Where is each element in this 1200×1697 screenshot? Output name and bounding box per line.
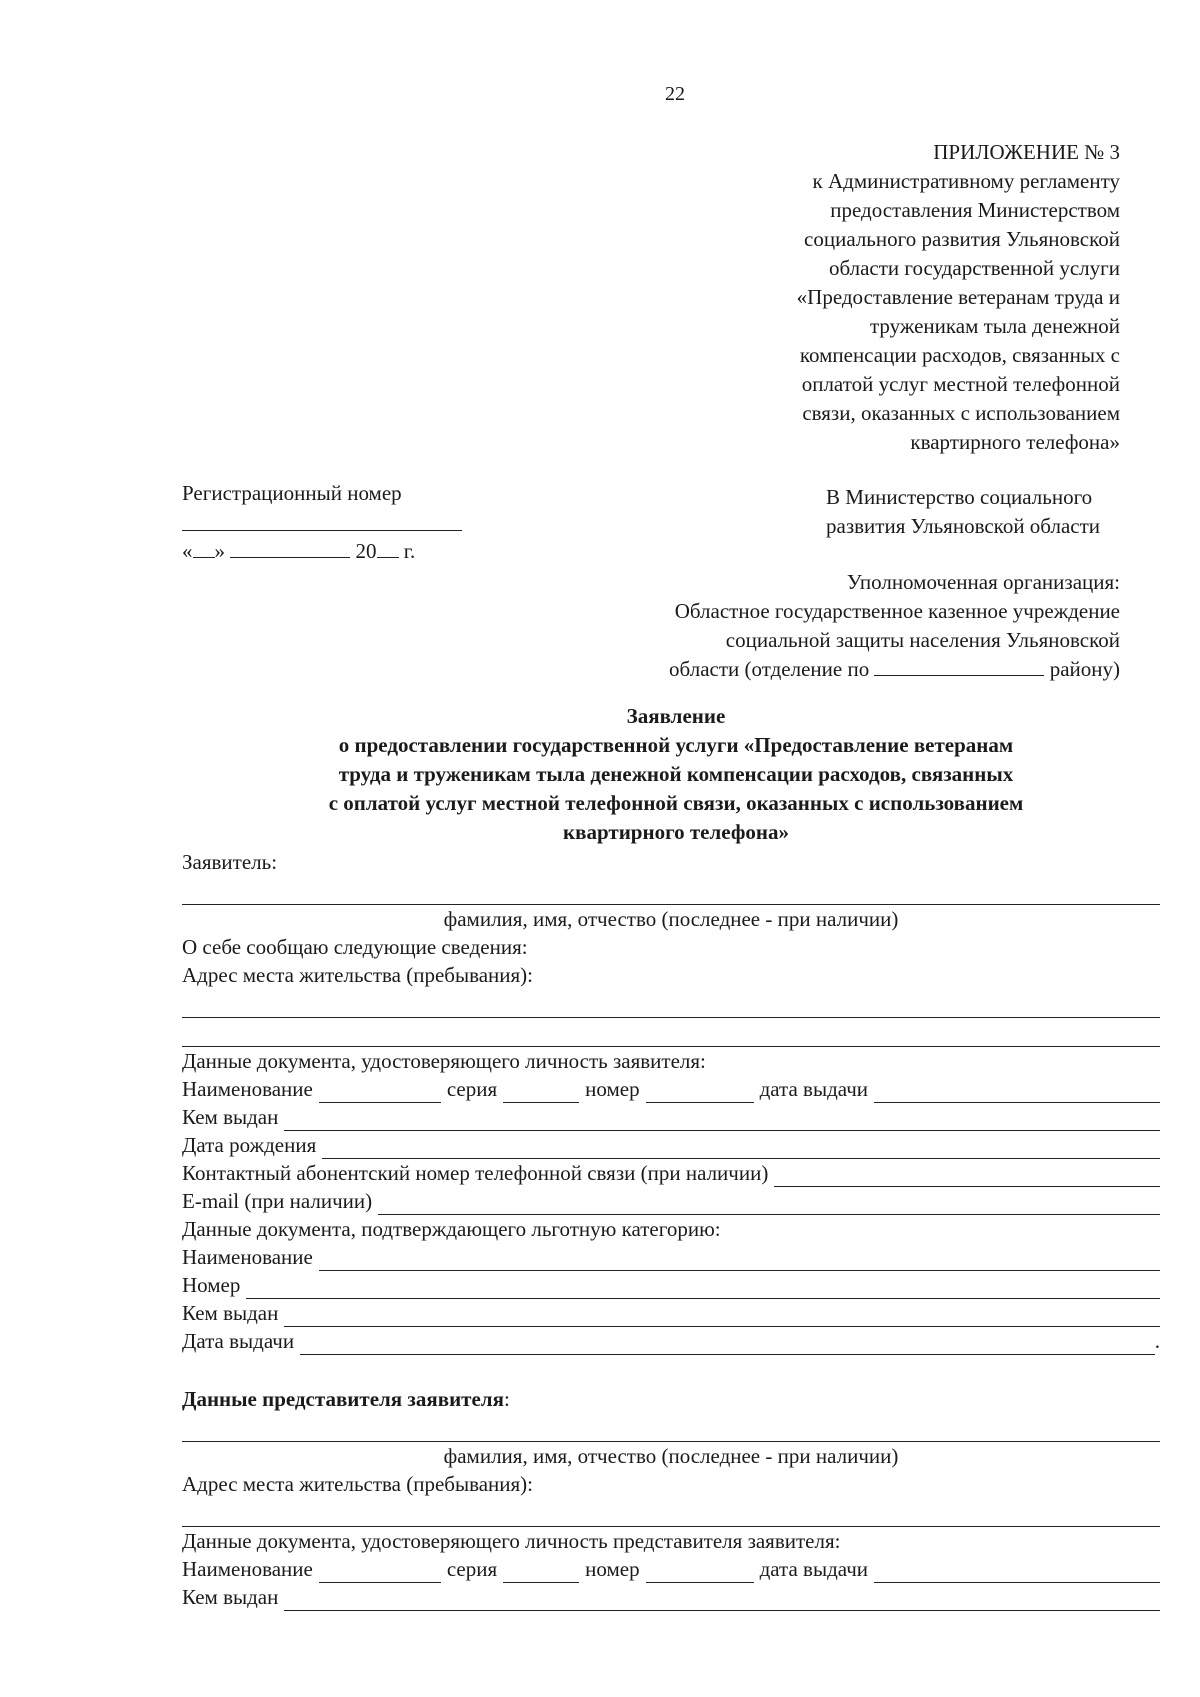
number-label: номер [585, 1077, 640, 1102]
doc-name-field[interactable] [319, 1084, 441, 1103]
address-field-2[interactable] [182, 1018, 1160, 1047]
id-doc-row [182, 1075, 1160, 1103]
phone-field[interactable] [774, 1166, 1160, 1187]
rep-issue-date-field[interactable] [874, 1562, 1160, 1583]
email-label: E-mail (при наличии) [182, 1189, 373, 1214]
representative-fio-field[interactable] [182, 1413, 1160, 1442]
month-blank[interactable] [230, 539, 350, 558]
day-blank[interactable] [193, 539, 215, 558]
rep-doc-name-field[interactable] [319, 1564, 441, 1583]
benefit-issue-date-field[interactable] [300, 1334, 1155, 1355]
issued-by-field[interactable] [284, 1110, 1160, 1131]
appendix-line: квартирного телефона» [910, 430, 1120, 454]
rep-issued-by-row [182, 1583, 1160, 1611]
representative-address-label: Адрес места жительства (пребывания): [182, 1472, 534, 1497]
issued-by-row [182, 1103, 1160, 1131]
registration-label: Регистрационный номер [182, 481, 402, 505]
appendix-line: предоставления Министерством [830, 198, 1120, 222]
appendix-line: оплатой услуг местной телефонной [801, 372, 1120, 396]
id-doc-label: Данные документа, удостоверяющего личность заявителя: [182, 1049, 706, 1074]
org-line: Областное государственное казенное учреждение [674, 599, 1120, 623]
appendix-line: компенсации расходов, связанных с [799, 343, 1120, 367]
rep-name-label: Наименование [182, 1557, 313, 1582]
address-label: Адрес места жительства (пребывания): [182, 963, 534, 988]
branch-prefix: области (отделение по [669, 657, 870, 681]
org-label: Уполномоченная организация: [846, 570, 1120, 594]
benefit-name-label: Наименование [182, 1245, 313, 1270]
applicant-label: Заявитель: [182, 850, 278, 875]
issue-date-field[interactable] [874, 1082, 1160, 1103]
rep-number-field[interactable] [646, 1564, 754, 1583]
representative-fio-caption: фамилия, имя, отчество (последнее - при наличии) [443, 1444, 899, 1468]
quote-open: « [182, 539, 193, 563]
birth-date-label: Дата рождения [182, 1133, 317, 1158]
ministry-line: В Министерство социального [826, 485, 1093, 509]
email-row [182, 1187, 1160, 1215]
appendix-line: социального развития Ульяновской [804, 227, 1120, 251]
representative-heading-text: Данные представителя заявителя [182, 1387, 504, 1412]
benefit-issue-date-label: Дата выдачи [182, 1329, 295, 1354]
number-field[interactable] [646, 1084, 754, 1103]
email-field[interactable] [378, 1194, 1160, 1215]
appendix-title: ПРИЛОЖЕНИЕ № 3 [933, 140, 1120, 164]
benefit-doc-label: Данные документа, подтверждающего льготную категорию: [182, 1217, 721, 1242]
org-line: социальной защиты населения Ульяновской [725, 628, 1120, 652]
registration-date-field[interactable] [182, 538, 415, 565]
address-field-1[interactable] [182, 989, 1160, 1018]
benefit-number-field[interactable] [246, 1278, 1160, 1299]
rep-issued-by-label: Кем выдан [182, 1585, 279, 1610]
title-line: с оплатой услуг местной телефонной связи, оказанных с использованием [328, 791, 1024, 815]
phone-row [182, 1159, 1160, 1187]
branch-suffix: району) [1049, 657, 1120, 681]
series-label: серия [446, 1077, 498, 1102]
representative-heading-colon: : [503, 1387, 510, 1412]
year-suffix: г. [403, 539, 416, 563]
birth-date-field[interactable] [322, 1138, 1160, 1159]
representative-id-doc-row [182, 1555, 1160, 1583]
benefit-issued-by-field[interactable] [284, 1306, 1160, 1327]
phone-label: Контактный абонентский номер телефонной связи (при наличии) [182, 1161, 769, 1186]
rep-issue-date-label: дата выдачи [759, 1557, 869, 1582]
benefit-issued-by-row [182, 1299, 1160, 1327]
title-line: квартирного телефона» [563, 820, 789, 844]
rep-series-label: серия [446, 1557, 498, 1582]
issue-date-label: дата выдачи [759, 1077, 869, 1102]
document-title [200, 702, 1152, 847]
birth-date-row [182, 1131, 1160, 1159]
appendix-line: труженикам тыла денежной [869, 314, 1120, 338]
rep-series-field[interactable] [503, 1564, 579, 1583]
fio-caption: фамилия, имя, отчество (последнее - при наличии) [443, 907, 899, 931]
branch-line [669, 655, 1120, 684]
representative-id-doc-label: Данные документа, удостоверяющего личность представителя заявителя: [182, 1529, 841, 1554]
ministry-block [826, 483, 1100, 541]
application-form [182, 848, 1160, 1611]
appendix-block [720, 138, 1120, 457]
name-label: Наименование [182, 1077, 313, 1102]
benefit-name-field[interactable] [319, 1250, 1160, 1271]
year-prefix: 20 [355, 539, 377, 563]
benefit-number-label: Номер [182, 1273, 241, 1298]
ministry-line: развития Ульяновской области [826, 514, 1100, 538]
appendix-line: связи, оказанных с использованием [802, 401, 1120, 425]
district-blank[interactable] [874, 657, 1044, 676]
appendix-line: «Предоставление ветеранам труда и [796, 285, 1120, 309]
representative-address-field[interactable] [182, 1498, 1160, 1527]
benefit-issued-by-label: Кем выдан [182, 1301, 279, 1326]
title-heading: Заявление [626, 704, 726, 728]
registration-number-field[interactable] [182, 530, 462, 531]
rep-issued-by-field[interactable] [284, 1590, 1160, 1611]
end-dot: . [1154, 1329, 1160, 1354]
issued-by-label: Кем выдан [182, 1105, 279, 1130]
benefit-number-row [182, 1271, 1160, 1299]
benefit-name-row [182, 1243, 1160, 1271]
organization-block [669, 568, 1120, 684]
quote-close: » [214, 539, 225, 563]
representative-heading [182, 1385, 1160, 1413]
page-number: 22 [665, 83, 685, 105]
appendix-line: области государственной услуги [828, 256, 1120, 280]
benefit-issue-date-row [182, 1327, 1160, 1355]
appendix-line: к Административному регламенту [812, 169, 1120, 193]
year-blank[interactable] [377, 539, 399, 558]
title-line: о предоставлении государственной услуги «Предоставление ветеранам [338, 733, 1014, 757]
about-label: О себе сообщаю следующие сведения: [182, 935, 528, 960]
rep-number-label: номер [585, 1557, 640, 1582]
series-field[interactable] [503, 1084, 579, 1103]
applicant-fio-field[interactable] [182, 876, 1160, 905]
title-line: труда и труженикам тыла денежной компенсации расходов, связанных [338, 762, 1014, 786]
